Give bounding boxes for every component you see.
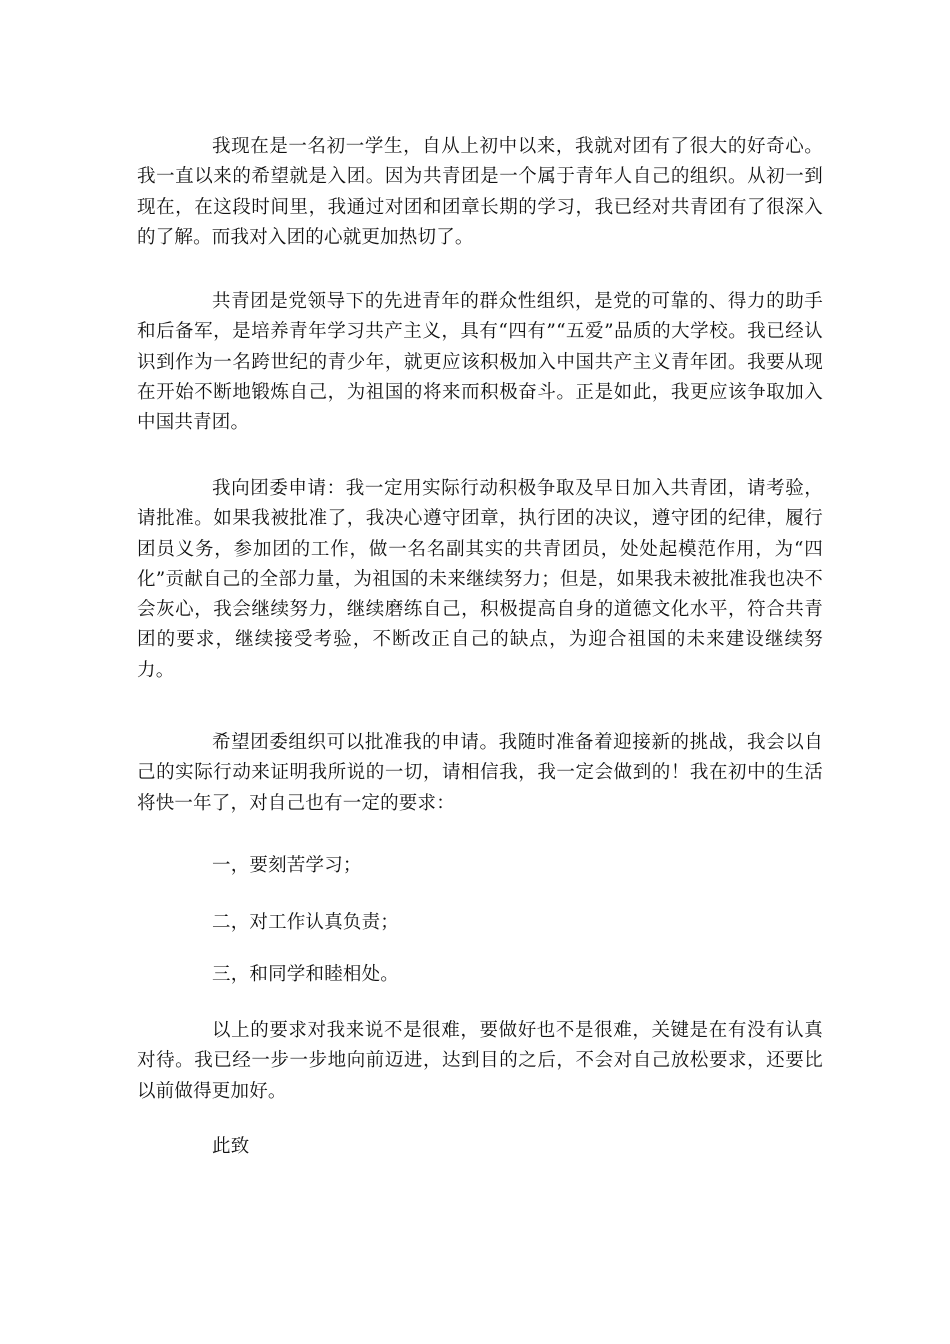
- paragraph-hope: 希望团委组织可以批准我的申请。我随时准备着迎接新的挑战，我会以自己的实际行动来证明我所说的一切，请相信我，我一定会做到的！我在初中的生活将快一年了，对自己也有一定的要求：: [137, 732, 823, 814]
- list-item-classmates: 三，和同学和睦相处。: [212, 964, 400, 985]
- paragraph-requirements: 以上的要求对我来说不是很难，要做好也不是很难，关键是在有没有认真对待。我已经一步一步地向前迈进，达到目的之后，不会对自己放松要求，还要比以前做得更加好。: [137, 1020, 823, 1102]
- paragraph-intro: 我现在是一名初一学生，自从上初中以来，我就对团有了很大的好奇心。我一直以来的希望就是入团。因为共青团是一个属于青年人自己的组织。从初一到现在，在这段时间里，我通过对团和团章长期的学习，我已经对共青团有了很深入的了解。而我对入团的心就更加热切了。: [137, 136, 823, 248]
- list-item-study: 一，要刻苦学习；: [212, 855, 362, 876]
- paragraph-league-description: 共青团是党领导下的先进青年的群众性组织，是党的可靠的、得力的助手和后备军，是培养青年学习共产主义，具有“四有”“五爱”品质的大学校。我已经认识到作为一名跨世纪的青少年，就更应该积极加入中国共产主义青年团。我要从现在开始不断地锻炼自己，为祖国的将来而积极奋斗。正是如此，我更应该争取加入中国共青团。: [137, 291, 823, 434]
- list-item-work: 二，对工作认真负责；: [212, 912, 400, 933]
- paragraph-application: 我向团委申请：我一定用实际行动积极争取及早日加入共青团，请考验，请批准。如果我被批准了，我决心遵守团章，执行团的决议，遵守团的纪律，履行团员义务，参加团的工作，做一名名副其实的共青团员，处处起模范作用，为“四化”贡献自己的全部力量，为祖国的未来继续努力；但是，如果我未被批准我也决不会灰心，我会继续努力，继续磨练自己，积极提高自身的道德文化水平，符合共青团的要求，继续接受考验，不断改正自己的缺点，为迎合祖国的未来建设继续努力。: [137, 478, 823, 681]
- closing-salutation: 此致: [212, 1136, 250, 1157]
